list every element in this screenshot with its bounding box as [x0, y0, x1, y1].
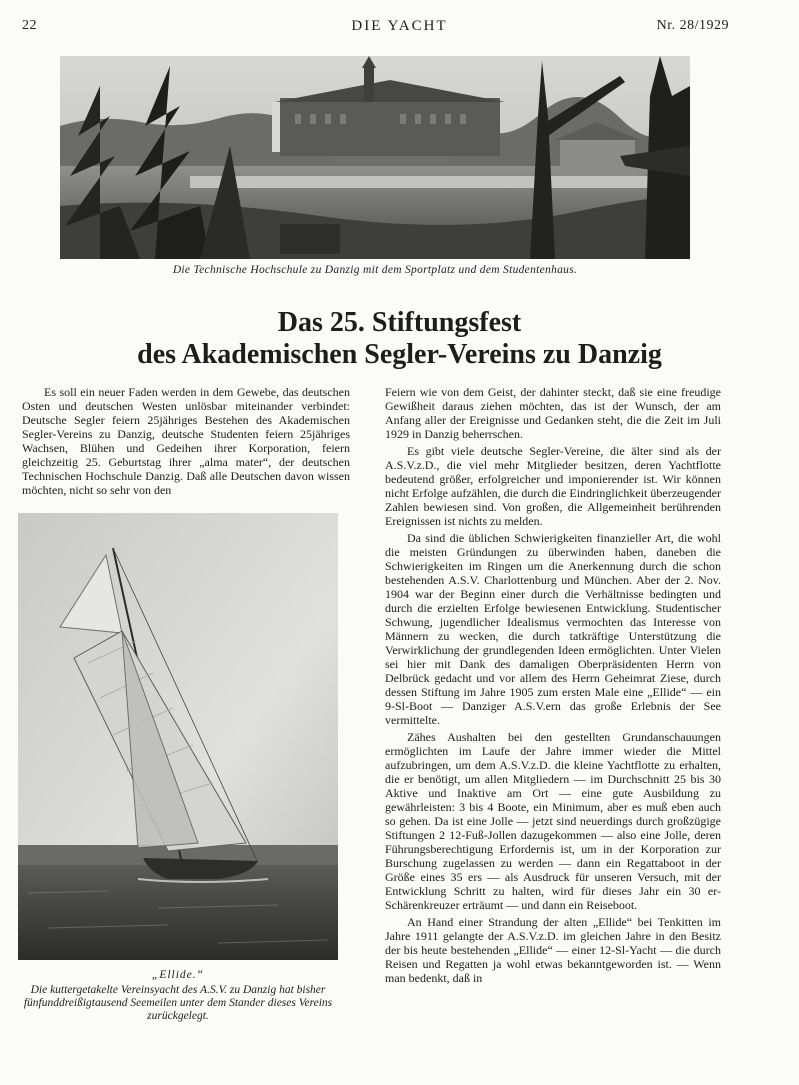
paragraph: Es soll ein neuer Faden werden in dem Gewebe, das deutschen Osten und deutschen Westen unlösbar miteinander verbindet: Deutsche Segler feiern 25jähriges Bestehen des Akademischen Segler-Vereins zu Danzig, deutsche Studenten feiern 25jähriges Wachsen, Blühen und Gedeihen ihrer Korporation, feiern gleichzeitig 25. Geburtstag ihrer „alma mater“, der deutschen Technischen Hochschule Danzig. Daß alle Deutschen davon wissen möchten, nicht so sehr von den	[22, 385, 350, 497]
page-number: 22	[22, 18, 37, 33]
paragraph: Es gibt viele deutsche Segler-Vereine, die älter sind als der A.S.V.z.D., die viel mehr Mitglieder besitzen, deren Yachtflotte bedeutend größer, erfolgreicher und imponierender ist. Wir können nicht Erfolge aufzählen, die durch die Eindringlichkeit überzeugender Zahlen bewiesen sind. Von großen, die Allgemeinheit berührenden Ereignissen ist nichts zu melden.	[385, 444, 721, 528]
yacht-photo-image	[18, 513, 338, 960]
article-title-line-1: Das 25. Stiftungsfest	[277, 307, 522, 338]
article-column-right	[385, 385, 721, 988]
yacht-photo	[18, 513, 338, 960]
paragraph: An Hand einer Strandung der alten „Ellide“ bei Tenkitten im Jahre 1911 gelangte der A.S.V.z.D. im gleichen Jahre in den Besitz der bis heute bestehenden „Ellide“ — einer 12-Sl-Yacht — die durch Reisen und Regatten ja wohl etwas bekanntgeworden ist. — Wenn man bedenkt, daß in	[385, 915, 721, 985]
article-column-left	[22, 385, 350, 500]
paragraph: Zähes Aushalten bei den gestellten Grundanschauungen ermöglichten im Laufe der Jahre immer wieder die Mittel aufzubringen, um dem A.S.V.z.D. die kleine Yachtflotte zu erhalten, die er benötigt, um allen Mitgliedern — im Durchschnitt 25 bis 30 Aktive und Inaktive am Ort — eine gute Ausbildung zu gewährleisten: 3 bis 4 Boote, ein Minimum, aber es muß eben auch so gehen. Da ist eine Jolle — jetzt sind neuerdings durch großzügige Stiftungen 2 12-Fuß-Jollen dazugekommen — also eine Jolle, deren Führungsberechtigung Erfordernis ist, um in der Korporation zur Burschung zugelassen zu werden — dann ein Regattaboot in der Größe eines 35 ers — als Ausdruck für unseren Versuch, mit der Entwicklung Schritt zu halten, wird für dieses Jahr ein 30 er-Schärenkreuzer erträumt — und dann ein Reiseboot.	[385, 730, 721, 912]
issue-number: Nr. 28/1929	[656, 18, 729, 33]
yacht-name: „Ellide.“	[151, 969, 205, 981]
journal-title: DIE YACHT	[351, 18, 448, 34]
university-photo	[60, 56, 690, 259]
paragraph: Da sind die üblichen Schwierigkeiten finanzieller Art, die wohl die meisten Gründungen zu überwinden haben, daneben die Schwierigkeiten im Ringen um die Anerkennung durch die schon bestehenden A.S.V. Charlottenburg und München. Aber der 2. Nov. 1904 war der Beginn einer durch die Verhältnisse bedingten und durch die erzielten Erfolge bewiesenen Entwicklung. Studentischer Schwung, jugendlicher Idealismus vermochten das Interesse von Männern zu wecken, die durch tatkräftige Unterstützung die Verwirklichung der grundlegenden Ideen ermöglichten. Unter Vielen sei hier mit Dank des damaligen Oberpräsidenten Herrn von Delbrück gedacht und vor allem des Herrn Geheimrat Ziese, durch dessen Stiftung im Jahre 1905 zum ersten Male eine „Ellide“ — ein 9-Sl-Boot — Danziger A.S.V.ern das große Erlebnis der See vermittelte.	[385, 531, 721, 727]
paragraph: Feiern wie von dem Geist, der dahinter steckt, daß sie eine freudige Gewißheit daraus ziehen möchten, das ist der Wunsch, der am Anfang aller der Ereignisse und Gedanken steht, die die Zeit im Juli 1929 in Danzig beherrschen.	[385, 385, 721, 441]
article-title-line-2: des Akademischen Segler-Vereins zu Danzig	[137, 339, 662, 370]
yacht-photo-caption: Die kuttergetakelte Vereinsyacht des A.S.V. zu Danzig hat bisher fünfunddreißigtausend Seemeilen unter dem Stander dieses Vereins zurückgelegt.	[23, 984, 333, 1022]
university-photo-image	[60, 56, 690, 259]
university-photo-caption: Die Technische Hochschule zu Danzig mit dem Sportplatz und dem Studentenhaus.	[172, 264, 578, 276]
